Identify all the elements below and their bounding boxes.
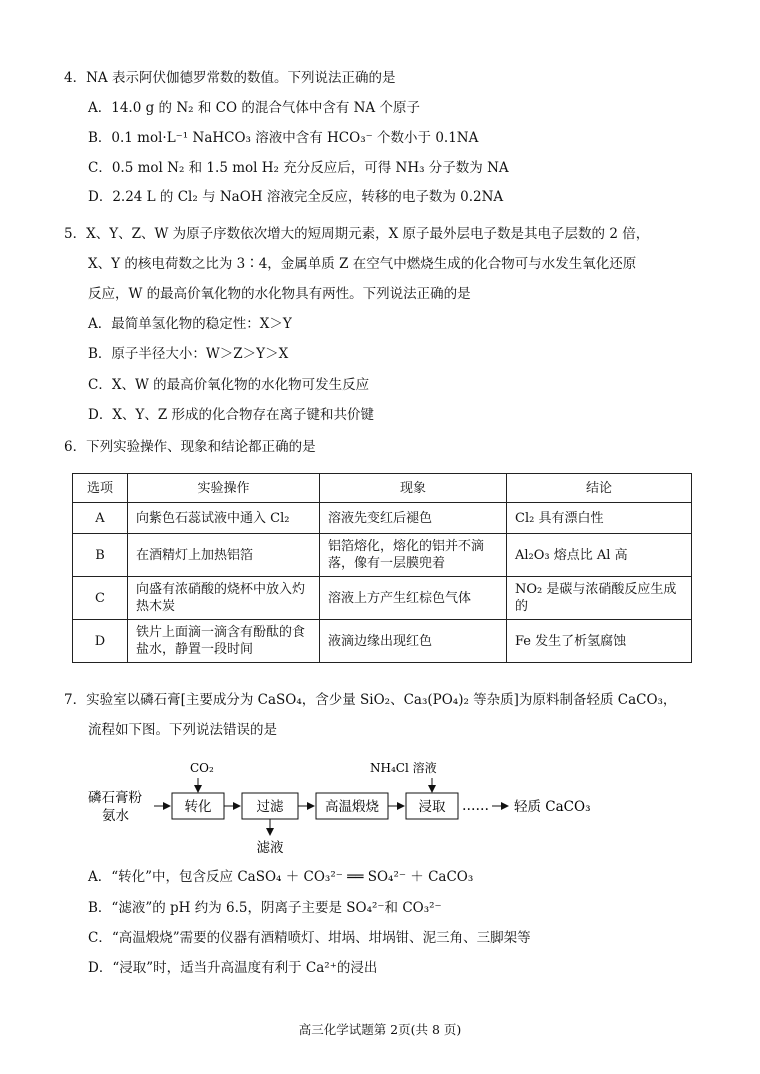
flow-byproduct-filtrate: 滤液 bbox=[256, 840, 284, 856]
table-cell: D bbox=[73, 620, 128, 663]
q5-option-a: A．最简单氢化物的稳定性：X＞Y bbox=[88, 316, 292, 332]
flow-product: 轻质 CaCO₃ bbox=[514, 799, 591, 815]
q5-stem-line-3: 反应，W 的最高价氧化物的水化物具有两性。下列说法正确的是 bbox=[88, 286, 471, 302]
table-cell: NO₂ 是碳与浓硝酸反应生成的 bbox=[507, 577, 692, 620]
q5-option-c: C．X、W 的最高价氧化物的水化物可发生反应 bbox=[88, 377, 370, 393]
q6-stem: 6．下列实验操作、现象和结论都正确的是 bbox=[64, 439, 316, 455]
table-cell: 溶液上方产生红棕色气体 bbox=[320, 577, 507, 620]
table-cell: Fe 发生了析氢腐蚀 bbox=[507, 620, 692, 663]
flow-reagent-co2: CO₂ bbox=[190, 761, 214, 775]
flow-input-phosphogypsum: 磷石膏粉 bbox=[88, 790, 142, 806]
q4-option-c: C．0.5 mol N₂ 和 1.5 mol H₂ 充分反应后，可得 NH₃ 分子数为 NA bbox=[88, 160, 509, 176]
q4-stem: 4．NA 表示阿伏伽德罗常数的数值。下列说法正确的是 bbox=[64, 70, 396, 86]
q7-option-a: A．“转化”中，包含反应 CaSO₄ ＋ CO₃²⁻ ══ SO₄²⁻ ＋ CaCO₃ bbox=[88, 869, 474, 885]
flow-step-leaching: 浸取 bbox=[418, 799, 446, 815]
table-row bbox=[73, 577, 692, 620]
process-flow-diagram bbox=[80, 752, 640, 862]
table-header: 实验操作 bbox=[128, 474, 320, 503]
experiment-table bbox=[72, 473, 692, 663]
table-cell: 铁片上面滴一滴含有酚酞的食盐水，静置一段时间 bbox=[128, 620, 320, 663]
table-row bbox=[73, 620, 692, 663]
table-row bbox=[73, 503, 692, 534]
q7-stem-line-1: 7．实验室以磷石膏[主要成分为 CaSO₄，含少量 SiO₂、Ca₃(PO₄)₂ 等杂质]为原料制备轻质 CaCO₃， bbox=[64, 692, 677, 708]
table-header: 选项 bbox=[73, 474, 128, 503]
q5-stem-line-1: 5．X、Y、Z、W 为原子序数依次增大的短周期元素，X 原子最外层电子数是其电子层数的 2 倍， bbox=[64, 226, 650, 242]
q5-option-b: B．原子半径大小：W＞Z＞Y＞X bbox=[88, 346, 289, 362]
flow-step-conversion: 转化 bbox=[184, 799, 212, 815]
q4-option-b: B．0.1 mol·L⁻¹ NaHCO₃ 溶液中含有 HCO₃⁻ 个数小于 0.1NA bbox=[88, 130, 479, 146]
q7-stem-line-2: 流程如下图。下列说法错误的是 bbox=[88, 722, 277, 738]
q4-option-a: A．14.0 g 的 N₂ 和 CO 的混合气体中含有 NA 个原子 bbox=[88, 100, 420, 116]
table-cell: 在酒精灯上加热铝箔 bbox=[128, 534, 320, 577]
flow-reagent-nh4cl: NH₄Cl 溶液 bbox=[370, 761, 437, 775]
table-row bbox=[73, 534, 692, 577]
q5-stem-line-2: X、Y 的核电荷数之比为 3∶4，金属单质 Z 在空气中燃烧生成的化合物可与水发生氧化还原 bbox=[88, 256, 637, 272]
q5-option-d: D．X、Y、Z 形成的化合物存在离子键和共价键 bbox=[88, 407, 375, 423]
flow-step-calcination: 高温煅烧 bbox=[325, 799, 379, 815]
table-header: 结论 bbox=[507, 474, 692, 503]
table-cell: 液滴边缘出现红色 bbox=[320, 620, 507, 663]
q4-option-d: D．2.24 L 的 Cl₂ 与 NaOH 溶液完全反应，转移的电子数为 0.2NA bbox=[88, 189, 504, 205]
table-cell: A bbox=[73, 503, 128, 534]
table-cell: Cl₂ 具有漂白性 bbox=[507, 503, 692, 534]
flow-input-ammonia: 氨水 bbox=[102, 808, 129, 824]
table-cell: 铝箔熔化，熔化的铝并不滴落，像有一层膜兜着 bbox=[320, 534, 507, 577]
table-cell: B bbox=[73, 534, 128, 577]
table-header: 现象 bbox=[320, 474, 507, 503]
table-header-row bbox=[73, 474, 692, 503]
flow-step-filtration: 过滤 bbox=[256, 799, 284, 815]
table-cell: 溶液先变红后褪色 bbox=[320, 503, 507, 534]
table-cell: 向紫色石蕊试液中通入 Cl₂ bbox=[128, 503, 320, 534]
table-cell: Al₂O₃ 熔点比 Al 高 bbox=[507, 534, 692, 577]
table-cell: C bbox=[73, 577, 128, 620]
page-footer: 高三化学试题第 2页(共 8 页) bbox=[298, 1022, 462, 1037]
table-cell: 向盛有浓硝酸的烧杯中放入灼热木炭 bbox=[128, 577, 320, 620]
q7-option-b: B．“滤液”的 pH 约为 6.5，阴离子主要是 SO₄²⁻和 CO₃²⁻ bbox=[88, 900, 442, 916]
q7-option-c: C．“高温煅烧”需要的仪器有酒精喷灯、坩埚、坩埚钳、泥三角、三脚架等 bbox=[88, 930, 531, 946]
flow-continuation-dots: …… bbox=[462, 798, 489, 814]
q7-option-d: D．“浸取”时，适当升高温度有利于 Ca²⁺的浸出 bbox=[88, 960, 378, 976]
